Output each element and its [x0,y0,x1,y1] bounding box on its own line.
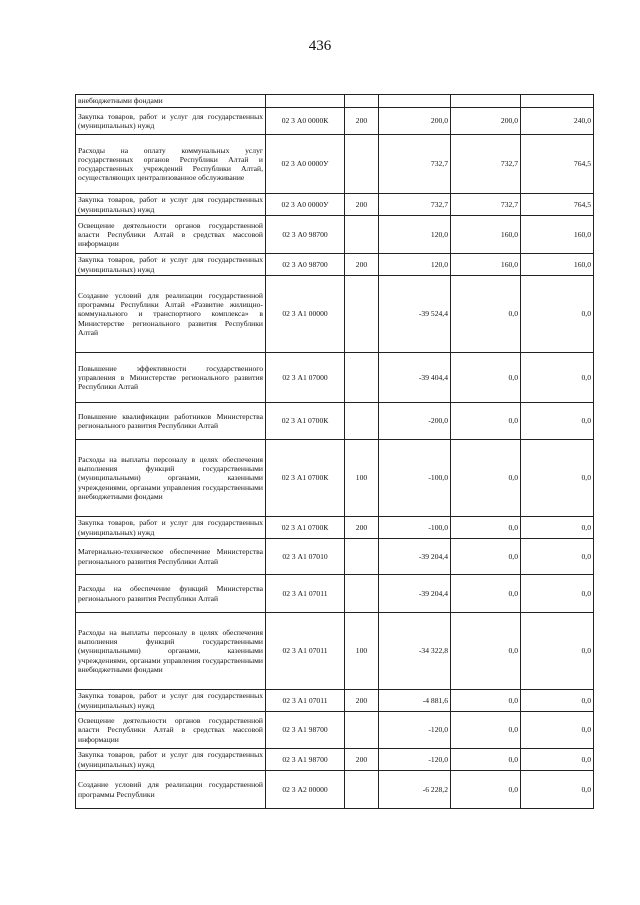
table-row [76,254,594,276]
table-row [76,276,594,353]
cell-amount-1: 732,7 [379,194,451,216]
cell-code [266,95,345,108]
cell-amount-3: 160,0 [521,254,594,276]
cell-code: 02 3 А1 07000 [266,353,345,403]
table-row [76,353,594,403]
cell-expense-type [345,353,379,403]
page-number: 436 [308,38,332,54]
cell-code: 02 3 А2 00000 [266,771,345,809]
cell-code: 02 3 А0 98700 [266,216,345,254]
cell-amount-1: -39 524,4 [379,276,451,353]
table-row [76,135,594,194]
cell-amount-3: 764,5 [521,194,594,216]
cell-amount-3: 0,0 [521,403,594,440]
cell-amount-3: 0,0 [521,539,594,575]
cell-name: Создание условий для реализации государственной программы Республики [76,771,266,809]
cell-name: Повышение эффективности государственного управления в Министерстве регионального развития Республики Алтай [76,353,266,403]
cell-expense-type [345,216,379,254]
cell-amount-1: -39 204,4 [379,539,451,575]
cell-amount-2: 0,0 [451,440,521,517]
cell-code: 02 3 А0 98700 [266,254,345,276]
cell-amount-2: 160,0 [451,216,521,254]
budget-table [75,94,594,809]
cell-amount-3: 764,5 [521,135,594,194]
cell-amount-1: -4 881,6 [379,690,451,712]
cell-expense-type: 200 [345,749,379,771]
table-row [76,194,594,216]
table-row [76,216,594,254]
cell-amount-1: -120,0 [379,749,451,771]
cell-expense-type [345,276,379,353]
cell-code: 02 3 А1 07011 [266,575,345,613]
cell-amount-1: 120,0 [379,254,451,276]
cell-name: Материально-техническое обеспечение Министерства регионального развития Республики Алтай [76,539,266,575]
cell-amount-2: 0,0 [451,690,521,712]
table-row [76,440,594,517]
cell-amount-1: -6 228,2 [379,771,451,809]
table-row [76,771,594,809]
table-row [76,95,594,108]
cell-amount-1: -34 322,8 [379,613,451,690]
cell-code: 02 3 А1 98700 [266,749,345,771]
cell-amount-1: -120,0 [379,712,451,749]
cell-expense-type [345,135,379,194]
cell-amount-3 [521,95,594,108]
cell-amount-3: 240,0 [521,108,594,135]
cell-expense-type [345,771,379,809]
cell-amount-3: 0,0 [521,771,594,809]
cell-amount-1: -200,0 [379,403,451,440]
cell-name: Расходы на выплаты персоналу в целях обеспечения выполнения функций государственными (муниципальными) органами, казенными учреждениями, органами управления государственными внебюджетными фондами [76,613,266,690]
cell-amount-2: 0,0 [451,517,521,539]
cell-expense-type: 100 [345,613,379,690]
table-row [76,712,594,749]
table-row [76,690,594,712]
cell-name: Расходы на обеспечение функций Министерства регионального развития Республики Алтай [76,575,266,613]
cell-code: 02 3 А1 0700К [266,440,345,517]
cell-expense-type [345,712,379,749]
cell-amount-2: 732,7 [451,194,521,216]
cell-amount-3: 0,0 [521,690,594,712]
cell-amount-2: 0,0 [451,403,521,440]
cell-amount-2: 160,0 [451,254,521,276]
cell-name: Освещение деятельности органов государственной власти Республики Алтай в средствах массовой информации [76,712,266,749]
budget-table-body [76,95,594,809]
cell-amount-1: -100,0 [379,440,451,517]
cell-amount-3: 0,0 [521,517,594,539]
cell-amount-2: 0,0 [451,712,521,749]
cell-amount-3: 160,0 [521,216,594,254]
cell-amount-3: 0,0 [521,749,594,771]
cell-amount-3: 0,0 [521,613,594,690]
cell-name: Закупка товаров, работ и услуг для государственных (муниципальных) нужд [76,194,266,216]
cell-amount-3: 0,0 [521,712,594,749]
cell-expense-type: 200 [345,690,379,712]
cell-amount-2: 0,0 [451,539,521,575]
cell-amount-2: 0,0 [451,613,521,690]
cell-name: Закупка товаров, работ и услуг для государственных (муниципальных) нужд [76,517,266,539]
table-row [76,403,594,440]
cell-amount-3: 0,0 [521,440,594,517]
cell-name: Повышение квалификации работников Министерства регионального развития Республики Алтай [76,403,266,440]
cell-amount-2: 0,0 [451,353,521,403]
table-row [76,539,594,575]
cell-expense-type: 200 [345,108,379,135]
cell-name: Расходы на оплату коммунальных услуг государственных органов Республики Алтай и государственных учреждений Республики Алтай, осуществляющих централизованное обслуживание [76,135,266,194]
cell-amount-1: -39 404,4 [379,353,451,403]
cell-amount-1: 120,0 [379,216,451,254]
cell-code: 02 3 А1 07010 [266,539,345,575]
cell-code: 02 3 А0 0000У [266,135,345,194]
table-row [76,575,594,613]
cell-code: 02 3 А1 0700К [266,403,345,440]
cell-expense-type: 100 [345,440,379,517]
cell-amount-2: 0,0 [451,771,521,809]
table-row [76,517,594,539]
table-row [76,749,594,771]
cell-amount-3: 0,0 [521,575,594,613]
cell-name: Закупка товаров, работ и услуг для государственных (муниципальных) нужд [76,690,266,712]
cell-amount-1: 732,7 [379,135,451,194]
cell-amount-3: 0,0 [521,353,594,403]
cell-name: Закупка товаров, работ и услуг для государственных (муниципальных) нужд [76,108,266,135]
cell-expense-type [345,575,379,613]
cell-code: 02 3 А1 07011 [266,690,345,712]
cell-code: 02 3 А0 0000У [266,194,345,216]
cell-name: Расходы на выплаты персоналу в целях обеспечения выполнения функций государственными (муниципальными) органами, казенными учреждениями, органами управления государственными внебюджетными фондами [76,440,266,517]
cell-name: Создание условий для реализации государственной программы Республики Алтай «Развитие жилищно-коммунального и транспортного комплекса» в Министерстве регионального развития Республики Алтай [76,276,266,353]
cell-code: 02 3 А1 0700К [266,517,345,539]
cell-expense-type: 200 [345,517,379,539]
cell-code: 02 3 А1 00000 [266,276,345,353]
cell-amount-1: -100,0 [379,517,451,539]
cell-amount-2: 0,0 [451,749,521,771]
cell-expense-type: 200 [345,194,379,216]
cell-code: 02 3 А1 98700 [266,712,345,749]
table-row [76,613,594,690]
cell-amount-3: 0,0 [521,276,594,353]
cell-code: 02 3 А1 07011 [266,613,345,690]
cell-expense-type: 200 [345,254,379,276]
table-row [76,108,594,135]
cell-amount-1 [379,95,451,108]
cell-name: Закупка товаров, работ и услуг для государственных (муниципальных) нужд [76,254,266,276]
cell-expense-type [345,403,379,440]
cell-code: 02 3 А0 0000К [266,108,345,135]
cell-amount-2 [451,95,521,108]
cell-amount-1: 200,0 [379,108,451,135]
cell-expense-type [345,95,379,108]
cell-amount-2: 732,7 [451,135,521,194]
cell-amount-1: -39 204,4 [379,575,451,613]
cell-amount-2: 0,0 [451,276,521,353]
cell-name: внебюджетными фондами [76,95,266,108]
cell-amount-2: 0,0 [451,575,521,613]
cell-amount-2: 200,0 [451,108,521,135]
cell-name: Закупка товаров, работ и услуг для государственных (муниципальных) нужд [76,749,266,771]
cell-expense-type [345,539,379,575]
cell-name: Освещение деятельности органов государственной власти Республики Алтай в средствах массовой информации [76,216,266,254]
